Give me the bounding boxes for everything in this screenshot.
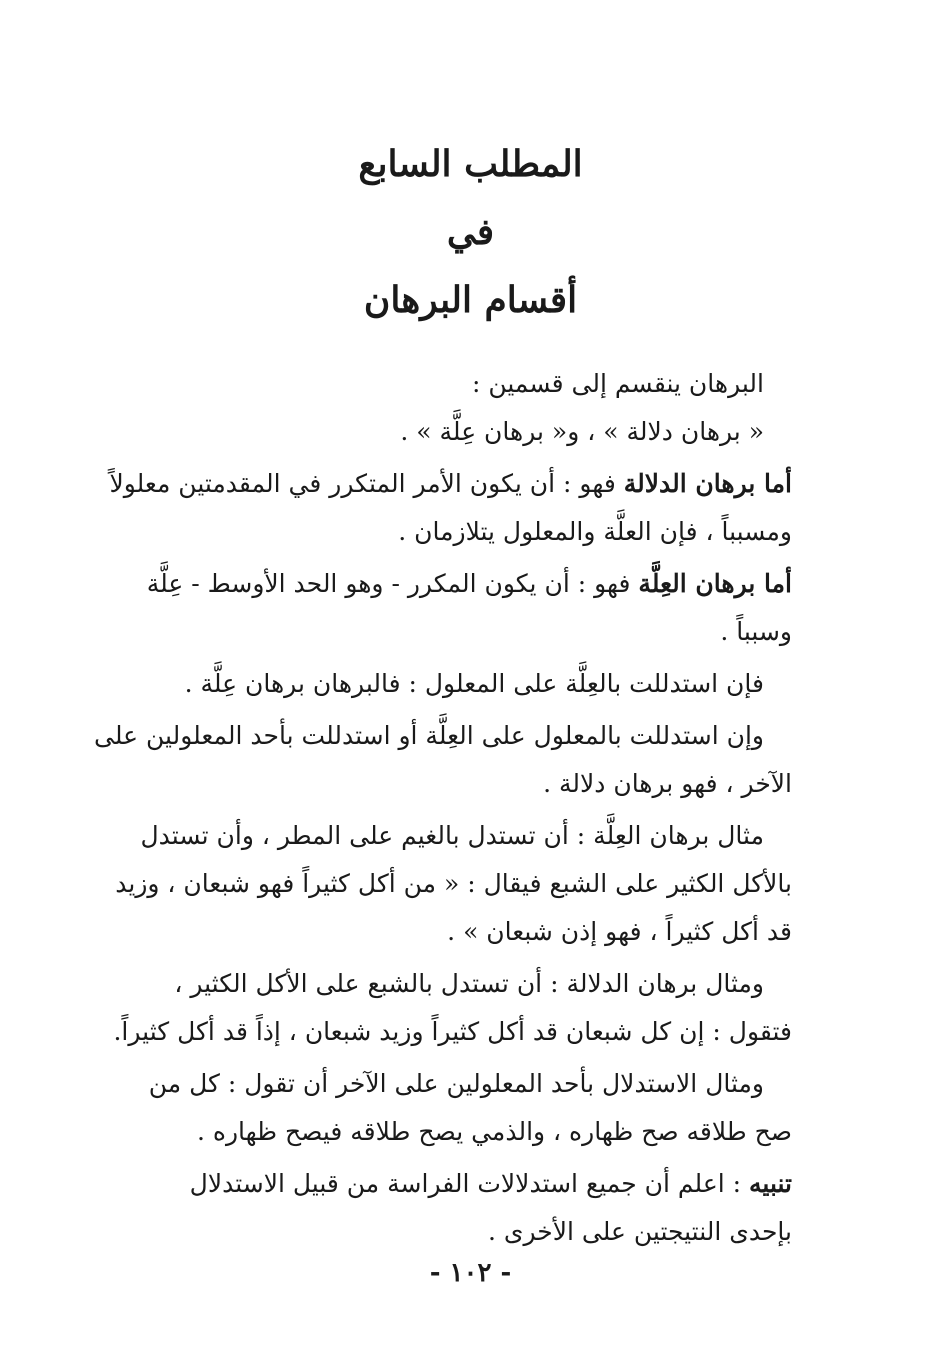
text-line: فإن استدللت بالعِلَّة على المعلول : فالبرهان برهان عِلَّة . (184, 669, 764, 698)
text-line: البرهان ينقسم إلى قسمين : (471, 369, 764, 398)
text-line: قد أكل كثيراً ، فهو إذن شبعان » . (447, 917, 792, 946)
text-line: صح طلاقه صح ظهاره ، والذمي يصح طلاقه فيصح ظهاره . (196, 1117, 792, 1146)
text-line: « برهان دلالة » ، و« برهان عِلَّة » . (400, 417, 764, 446)
heading-line-1: المطلب السابع (358, 143, 583, 185)
text-line: مثال برهان العِلَّة : أن تستدل بالغيم على المطر ، وأن تستدل (140, 821, 764, 850)
text-line: ومثال برهان الدلالة : أن تستدل بالشبع على الأكل الكثير ، (174, 969, 764, 998)
paragraph-proof-of-indication (92, 460, 792, 508)
text-line: ومسبباً ، فإن العلَّة والمعلول يتلازمان . (398, 517, 792, 546)
text-line: الآخر ، فهو برهان دلالة . (543, 769, 792, 798)
term-bold: أما برهان العِلَّة (638, 569, 792, 598)
heading-line-2: في (446, 211, 495, 253)
text-line: وإن استدللت بالمعلول على العِلَّة أو استدللت بأحد المعلولين على (94, 721, 764, 750)
text-line: بالأكل الكثير على الشبع فيقال : « من أكل كثيراً فهو شبعان ، وزيد (115, 869, 792, 898)
paragraph-proof-of-cause (92, 560, 792, 608)
paragraph-note (92, 1160, 792, 1208)
body-text (92, 360, 792, 1256)
text-run: : اعلم أن جميع استدلالات الفراسة من قبيل الاستدلال (189, 1169, 749, 1198)
text-run: فهو : أن يكون الأمر المتكرر في المقدمتين معلولاً (109, 469, 624, 498)
text-line: ومثال الاستدلال بأحد المعلولين على الآخر أن تقول : كل من (148, 1069, 764, 1098)
text-line: وسبباً . (720, 617, 792, 646)
term-bold: أما برهان الدلالة (623, 469, 792, 498)
heading-line-3: أقسام البرهان (363, 279, 578, 321)
term-bold: تنبيه (749, 1169, 792, 1198)
text-run: فهو : أن يكون المكرر - وهو الحد الأوسط - عِلَّة (146, 569, 639, 598)
text-line: بإحدى النتيجتين على الأخرى . (488, 1217, 792, 1246)
section-heading (0, 130, 941, 334)
text-line: فتقول : إن كل شبعان قد أكل كثيراً وزيد شبعان ، إذاً قد أكل كثيراً. (113, 1017, 792, 1046)
page-number: - ١٠٢ - (429, 1258, 512, 1288)
